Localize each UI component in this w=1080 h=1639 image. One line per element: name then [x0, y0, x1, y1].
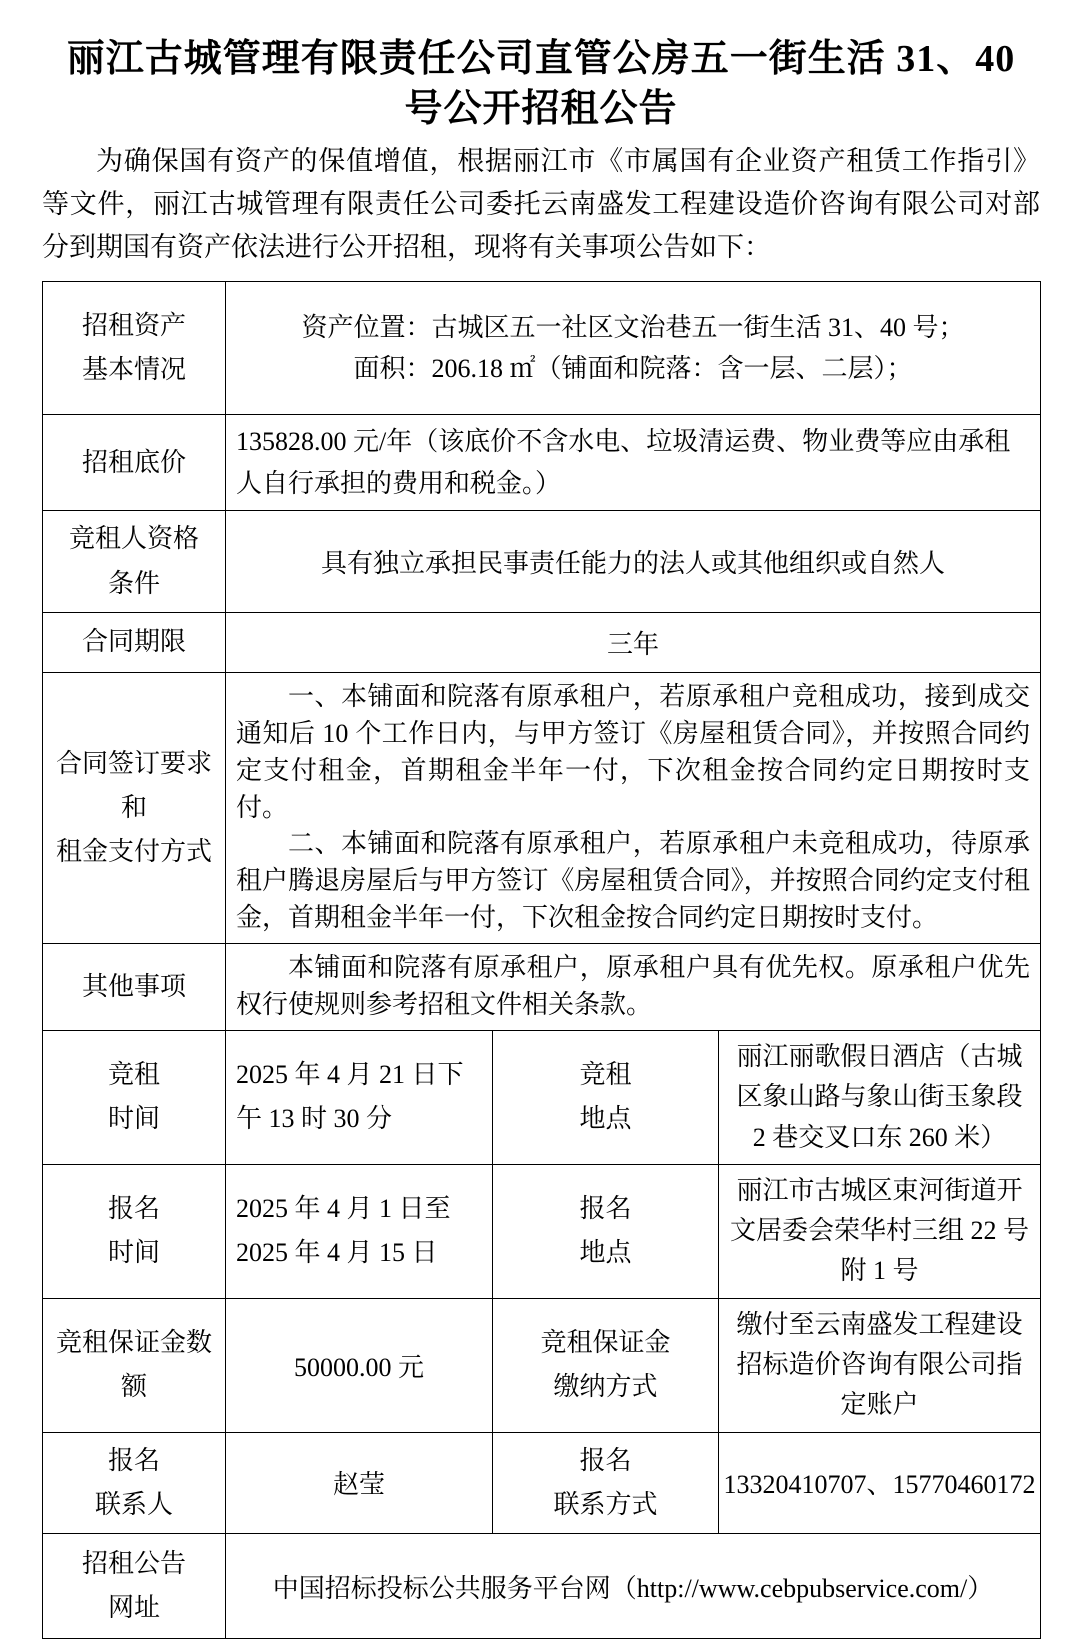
bid-place-label-line1: 竞租	[579, 1060, 632, 1090]
contact-phone-label	[493, 1432, 719, 1533]
contract-signing-label-line2: 租金支付方式	[55, 837, 212, 867]
qualification-label	[43, 511, 226, 612]
qualification-label-line1: 竞租人资格	[68, 524, 199, 554]
row-contract-term	[43, 612, 1041, 672]
contract-signing-paragraph-1: 一、本铺面和院落有原承租户，若原承租户竞租成功，接到成交通知后 10 个工作日内，与甲方签订《房屋租赁合同》，并按照合同约定支付租金，首期租金半年一付，下次租金按合同约定日期按时支付。	[236, 681, 1031, 822]
deposit-payment-value: 缴付至云南盛发工程建设招标造价咨询有限公司指定账户	[719, 1298, 1041, 1432]
contact-person-label-line1: 报名	[107, 1445, 160, 1475]
bid-place-value: 丽江丽歌假日酒店（古城区象山路与象山街玉象段 2 巷交叉口东 260 米）	[719, 1031, 1041, 1165]
announcement-table	[42, 281, 1041, 1639]
contact-person-value: 赵莹	[226, 1432, 493, 1533]
contract-signing-label	[43, 672, 226, 943]
website-value: 中国招标投标公共服务平台网（http://www.cebpubservice.com/）	[226, 1534, 1041, 1639]
bid-time-label-line1: 竞租	[107, 1060, 160, 1090]
base-price-text: 135828.00 元/年（该底价不含水电、垃圾清运费、物业费等应由承租人自行承担的费用和税金。）	[236, 427, 1011, 498]
website-label-line2: 网址	[107, 1593, 160, 1623]
contract-term-value: 三年	[226, 612, 1041, 672]
bid-place-label-line2: 地点	[579, 1104, 632, 1134]
row-contract-signing	[43, 672, 1041, 943]
website-label	[43, 1534, 226, 1639]
contact-phone-label-line1: 报名	[579, 1445, 632, 1475]
other-matters-value	[226, 944, 1041, 1031]
qualification-label-line2: 条件	[107, 568, 160, 598]
contract-term-label: 合同期限	[43, 612, 226, 672]
contract-signing-paragraph-2: 二、本铺面和院落有原承租户，若原承租户未竞租成功，待原承租户腾退房屋后与甲方签订《房屋租赁合同》，并按照合同约定支付租金，首期租金半年一付，下次租金按合同约定日期按时支付。	[236, 829, 1031, 933]
signup-time-value: 2025 年 4 月 1 日至 2025 年 4 月 15 日	[226, 1164, 493, 1298]
deposit-amount-value: 50000.00 元	[226, 1298, 493, 1432]
signup-time-label-line1: 报名	[107, 1194, 160, 1224]
signup-time-label	[43, 1164, 226, 1298]
asset-info-label-line1: 招租资产	[81, 311, 186, 341]
row-website	[43, 1534, 1041, 1639]
contact-person-label	[43, 1432, 226, 1533]
website-label-line1: 招租公告	[81, 1548, 186, 1578]
row-contact	[43, 1432, 1041, 1533]
deposit-payment-label-line2: 缴纳方式	[553, 1372, 658, 1402]
asset-info-label	[43, 282, 226, 415]
asset-location: 资产位置：古城区五一社区文治巷五一街生活 31、40 号；	[301, 312, 965, 342]
deposit-payment-label-line1: 竞租保证金	[540, 1328, 671, 1358]
row-base-price	[43, 415, 1041, 511]
row-other-matters	[43, 944, 1041, 1031]
bid-place-label	[493, 1031, 719, 1165]
signup-place-label-line1: 报名	[579, 1194, 632, 1224]
contract-signing-value	[226, 672, 1041, 943]
base-price-label: 招租底价	[43, 415, 226, 511]
signup-place-value: 丽江市古城区束河街道开文居委会荣华村三组 22 号附 1 号	[719, 1164, 1041, 1298]
asset-area: 面积：206.18 ㎡（铺面和院落：含一层、二层）；	[353, 354, 913, 384]
intro-paragraph: 为确保国有资产的保值增值，根据丽江市《市属国有企业资产租赁工作指引》等文件，丽江古城管理有限责任公司委托云南盛发工程建设造价咨询有限公司对部分到期国有资产依法进行公开招租，现将有关事项公告如下：	[42, 146, 1040, 262]
signup-place-label	[493, 1164, 719, 1298]
page-title-line2: 号公开招租公告	[404, 88, 678, 131]
other-matters-label: 其他事项	[43, 944, 226, 1031]
signup-place-label-line2: 地点	[579, 1238, 632, 1268]
row-deposit	[43, 1298, 1041, 1432]
contact-person-label-line2: 联系人	[94, 1489, 173, 1519]
contact-phone-value: 13320410707、15770460172	[719, 1432, 1041, 1533]
signup-time-label-line2: 时间	[107, 1238, 160, 1268]
bid-time-label	[43, 1031, 226, 1165]
row-signup-time-place	[43, 1164, 1041, 1298]
contract-signing-label-line1: 合同签订要求和	[55, 748, 212, 822]
row-bid-time-place	[43, 1031, 1041, 1165]
deposit-payment-label	[493, 1298, 719, 1432]
qualification-value: 具有独立承担民事责任能力的法人或其他组织或自然人	[226, 511, 1041, 612]
contact-phone-label-line2: 联系方式	[553, 1489, 658, 1519]
other-matters-text: 本铺面和院落有原承租户，原承租户具有优先权。原承租户优先权行使规则参考招租文件相关条款。	[236, 953, 1031, 1020]
page-title-line1: 丽江古城管理有限责任公司直管公房五一街生活 31、40	[66, 38, 1016, 80]
deposit-amount-label: 竞租保证金数额	[43, 1298, 226, 1432]
row-qualification	[43, 511, 1041, 612]
page-title	[42, 34, 1040, 134]
base-price-value	[226, 415, 1041, 511]
asset-info-value	[226, 282, 1041, 415]
bid-time-label-line2: 时间	[107, 1104, 160, 1134]
asset-info-label-line2: 基本情况	[81, 355, 186, 385]
row-asset-info	[43, 282, 1041, 415]
bid-time-value: 2025 年 4 月 21 日下午 13 时 30 分	[226, 1031, 493, 1165]
